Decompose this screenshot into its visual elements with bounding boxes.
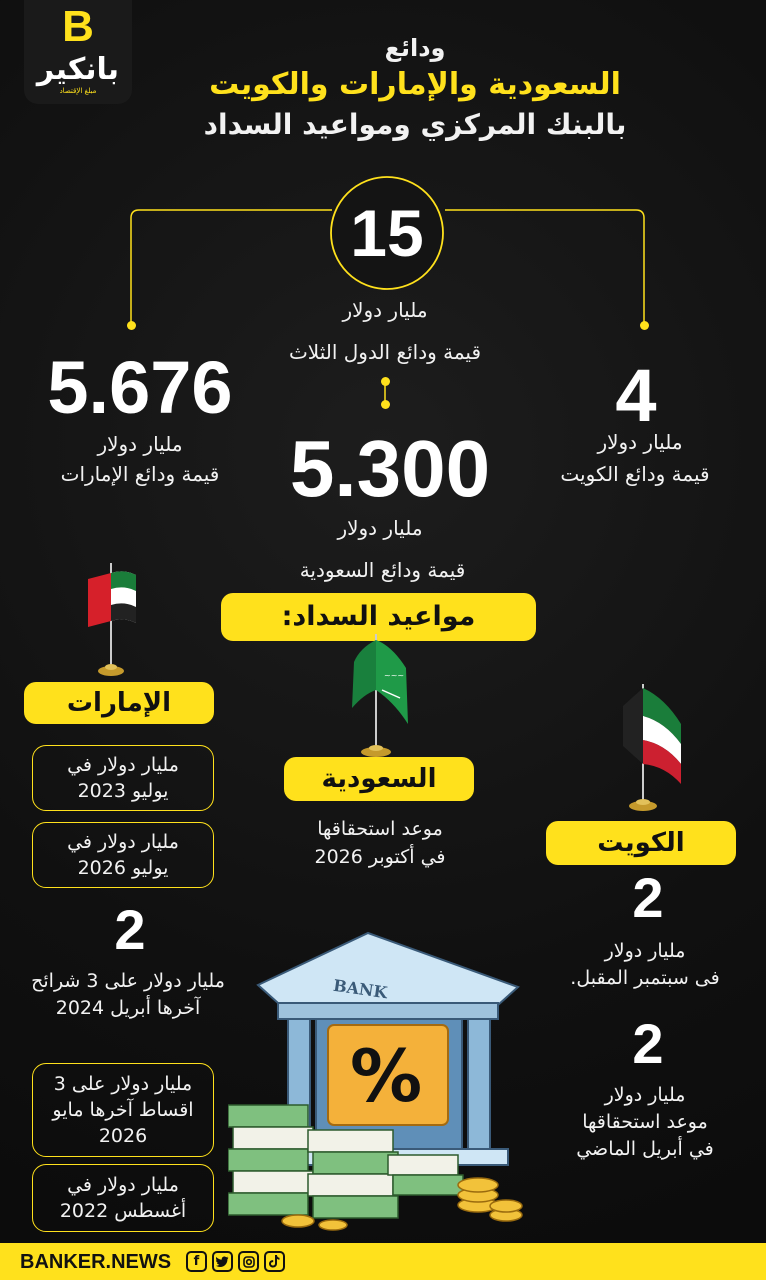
kuwait-flag-icon [615,676,690,816]
kuwait-desc1-line1: مليار دولار [604,940,686,962]
logo-name: بانكير [36,52,120,87]
svg-text:~~~: ~~~ [384,671,405,680]
uae-desc: مليار دولار على 3 شرائح آخرها أبريل 2024 [31,970,225,1019]
right-connector-dot [640,321,649,330]
bank-illustration [228,925,528,1235]
uae-box-4 [32,1164,214,1232]
left-connector-dot [127,321,136,330]
saudi-unit: مليار دولار [337,516,423,540]
mid-connector-dot-top [381,377,390,386]
uae-flag-icon [80,555,140,680]
total-unit: مليار دولار [342,298,428,322]
kuwait-unit: مليار دولار [597,430,683,454]
tiktok-icon[interactable] [264,1251,285,1272]
kuwait-amount-1: 2 [632,866,664,929]
twitter-icon[interactable] [212,1251,233,1272]
saudi-desc-line2: في أكتوبر 2026 [314,846,446,868]
saudi-label: قيمة ودائع السعودية [299,558,466,582]
logo-letter: B [62,2,94,51]
facebook-icon[interactable]: f [186,1251,207,1272]
saudi-value: 5.300 [289,424,491,513]
title-line3: بالبنك المركزي ومواعيد السداد [203,108,627,141]
uae-box-4-text: مليار دولار في أغسطس 2022 [59,1174,187,1222]
kuwait-value: 4 [615,354,657,437]
uae-amount: 2 [114,898,146,961]
schedule-title-pill: مواعيد السداد: [221,593,536,641]
footer-site[interactable]: BANKER.NEWS [20,1251,172,1273]
total-label: قيمة ودائع الدول الثلاث [288,340,482,364]
kuwait-desc2-line3: في أبريل الماضي [576,1138,714,1160]
kuwait-desc2-line1: مليار دولار [604,1084,686,1106]
instagram-icon[interactable] [238,1251,259,1272]
uae-unit: مليار دولار [97,432,183,456]
uae-label: قيمة ودائع الإمارات [60,462,220,486]
uae-value: 5.676 [47,346,233,429]
uae-box-1 [32,745,214,811]
kuwait-amount-2: 2 [632,1012,664,1075]
saudi-flag-icon [340,628,420,760]
kuwait-desc1-line2: فى سبتمبر المقبل. [570,967,720,989]
saudi-section-pill: السعودية [284,757,474,801]
total-value: 15 [350,196,424,270]
saudi-desc-line1: موعد استحقاقها [317,818,443,840]
logo-tagline: مبلغ الإقتصاد [59,87,97,95]
kuwait-label: قيمة ودائع الكويت [560,462,710,486]
kuwait-section-pill: الكويت [546,821,736,865]
uae-box-3 [32,1063,214,1157]
bank-sign: BANK [332,975,389,1003]
uae-box-3-text: مليار دولار على 3 اقساط آخرها مايو 2026 [52,1073,194,1147]
title-line2: السعودية والإمارات والكويت [209,67,621,102]
uae-box-2-text: مليار دولار في يوليو 2026 [67,831,179,879]
bank-percent-symbol: % [350,1034,423,1118]
uae-box-1-text: مليار دولار في يوليو 2023 [67,754,179,802]
uae-box-2 [32,822,214,888]
title-line1: ودائع [384,34,446,62]
uae-section-pill: الإمارات [24,682,214,724]
kuwait-desc2-line2: موعد استحقاقها [582,1111,708,1133]
mid-connector-dot-bottom [381,400,390,409]
